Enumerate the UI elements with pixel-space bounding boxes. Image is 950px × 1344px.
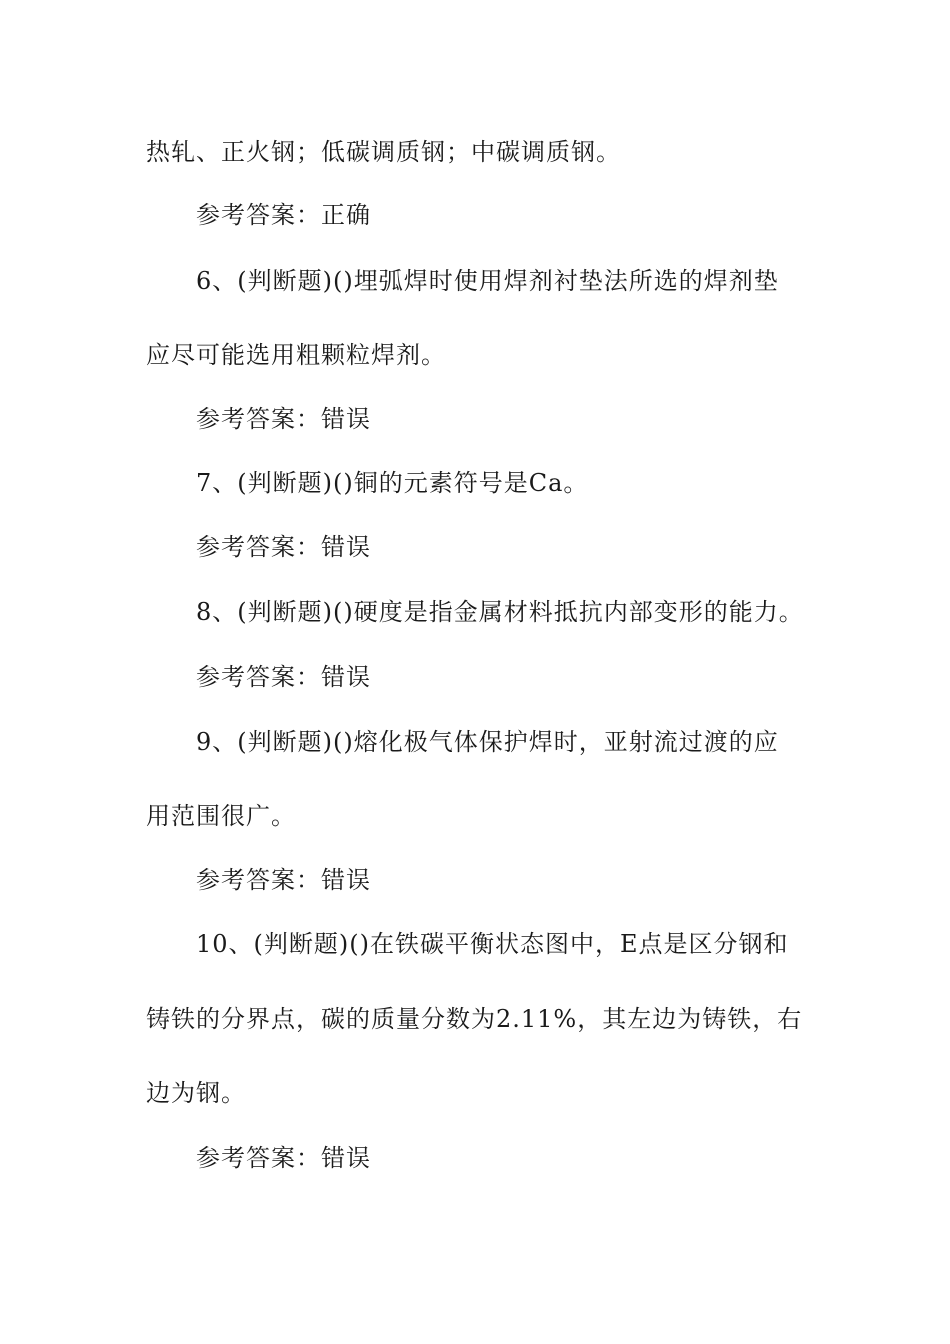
question-9: 9、(判断题)()熔化极气体保护焊时，亚射流过渡的应: [196, 728, 779, 756]
answer-7: 参考答案：错误: [196, 533, 371, 561]
answer-5: 参考答案：正确: [196, 201, 371, 229]
answer-6: 参考答案：错误: [196, 405, 371, 433]
question-6: 6、(判断题)()埋弧焊时使用焊剂衬垫法所选的焊剂垫: [196, 267, 779, 295]
question-5-continuation: 热轧、正火钢；低碳调质钢；中碳调质钢。: [146, 138, 621, 166]
question-7: 7、(判断题)()铜的元素符号是Ca。: [196, 469, 589, 497]
question-9-continuation: 用范围很广。: [146, 802, 296, 830]
question-10-continuation: 铸铁的分界点，碳的质量分数为2.11%，其左边为铸铁，右: [146, 1005, 803, 1033]
answer-8: 参考答案：错误: [196, 663, 371, 691]
question-10-continuation-2: 边为钢。: [146, 1079, 246, 1107]
answer-10: 参考答案：错误: [196, 1144, 371, 1172]
question-8: 8、(判断题)()硬度是指金属材料抵抗内部变形的能力。: [196, 598, 804, 626]
answer-9: 参考答案：错误: [196, 866, 371, 894]
question-6-continuation: 应尽可能选用粗颗粒焊剂。: [146, 341, 446, 369]
question-10: 10、(判断题)()在铁碳平衡状态图中，E点是区分钢和: [196, 930, 789, 958]
